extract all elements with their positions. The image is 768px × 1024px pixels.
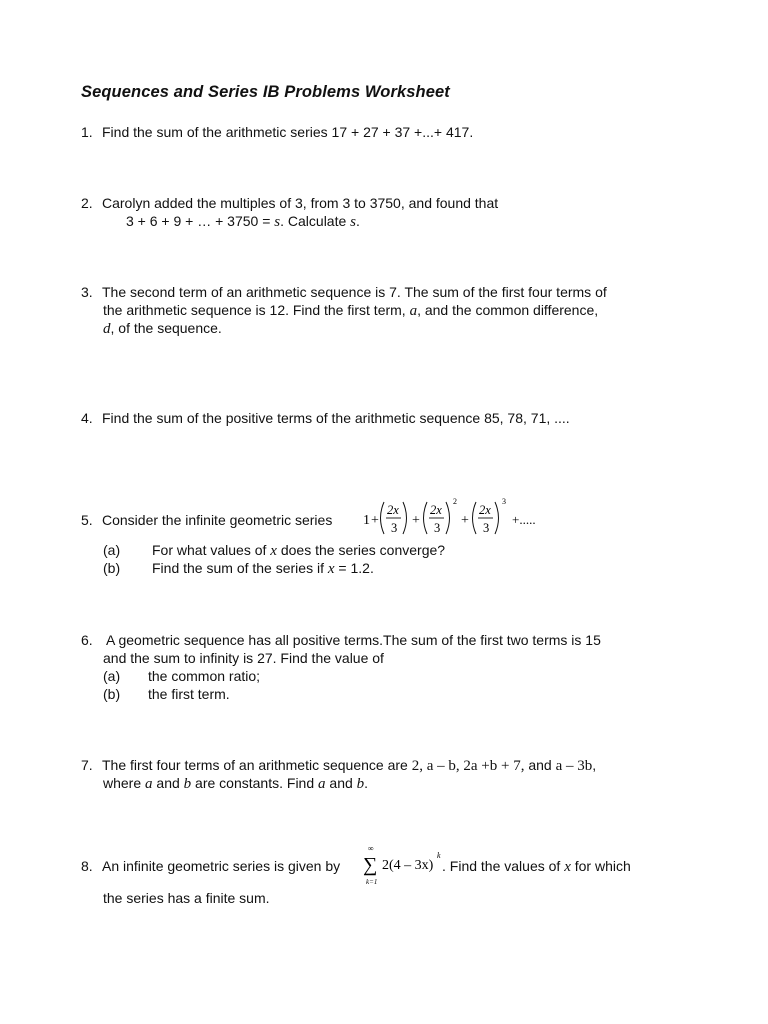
fraction-denominator: 3 <box>483 521 490 535</box>
fraction-numerator: 2x <box>479 503 491 517</box>
exponent: 3 <box>502 497 506 506</box>
fraction-numerator: 2x <box>387 503 399 517</box>
left-paren <box>381 502 385 534</box>
problem-text: The first four terms of an arithmetic sequence are 2, a – b, 2a +b + 7, and a – 3b, <box>102 757 597 774</box>
math-variable: x <box>564 859 571 875</box>
problem-text: Find the sum of the positive terms of the arithmetic sequence 85, 78, 71, .... <box>102 410 570 426</box>
problem-text: Consider the infinite geometric series <box>102 512 333 528</box>
math-variable: a <box>409 303 418 319</box>
problem-text-line-3: d, of the sequence. <box>103 320 222 337</box>
right-paren <box>446 502 450 534</box>
formula-plus: + <box>412 513 420 528</box>
problem-text-line-2: 3 + 6 + 9 + … + 3750 = s. Calculate s. <box>126 213 360 230</box>
right-paren <box>495 502 499 534</box>
part-b-label: (b) <box>103 560 121 576</box>
left-paren <box>424 502 428 534</box>
math-variable: b <box>183 776 192 792</box>
part-a-label: (a) <box>103 668 121 684</box>
summation-formula <box>362 843 444 889</box>
fraction-numerator: 2x <box>430 503 442 517</box>
sum-upper-limit: ∞ <box>368 844 374 853</box>
problem-text-line-2: where a and b are constants. Find a and b. <box>103 775 369 792</box>
part-a-text: For what values of x does the series converge? <box>152 542 446 559</box>
problem-number: 1. <box>81 124 93 140</box>
fraction-denominator: 3 <box>391 521 398 535</box>
math-variable: x <box>327 561 335 577</box>
part-b-text: the first term. <box>148 686 230 702</box>
math-variable: a <box>145 776 153 792</box>
problem-text-line-2: and the sum to infinity is 27. Find the value of <box>103 650 384 666</box>
worksheet-title: Sequences and Series IB Problems Worksheet <box>81 83 450 101</box>
part-a-label: (a) <box>103 542 121 558</box>
sum-lower-limit: k=1 <box>366 878 378 886</box>
math-variable: a <box>318 776 326 792</box>
math-terms: 2, a – b, 2a +b + 7, <box>411 758 525 774</box>
problem-text-line-2: the series has a finite sum. <box>103 890 270 906</box>
formula-ellipsis: +..... <box>512 512 536 527</box>
problem-text-continued: . Find the values of x for which <box>442 858 631 875</box>
formula-one: 1 <box>363 513 370 528</box>
problem-number: 8. <box>81 858 93 874</box>
math-variable: s <box>274 214 281 230</box>
sum-body: 2(4 – 3x) <box>382 858 434 873</box>
problem-number: 7. <box>81 757 93 773</box>
problem-number: 5. <box>81 512 93 528</box>
formula-plus: + <box>461 513 469 528</box>
geometric-series-formula <box>360 494 560 544</box>
problem-text: An infinite geometric series is given by <box>102 858 341 874</box>
problem-number: 2. <box>81 195 93 211</box>
problem-text: The second term of an arithmetic sequence is 7. The sum of the first four terms of <box>102 284 607 300</box>
problem-text: A geometric sequence has all positive terms.The sum of the first two terms is 15 <box>106 632 601 648</box>
part-b-label: (b) <box>103 686 121 702</box>
part-a-text: the common ratio; <box>148 668 261 684</box>
problem-number: 6. <box>81 632 93 648</box>
sigma-icon: ∑ <box>363 854 378 876</box>
sum-exponent: k <box>437 851 441 860</box>
math-variable: x <box>270 543 277 559</box>
problem-text: Find the sum of the arithmetic series 17 + 27 + 37 +...+ 417. <box>102 124 474 140</box>
math-term: a – 3b <box>555 758 593 774</box>
fraction-denominator: 3 <box>434 521 441 535</box>
problem-text-line-2: the arithmetic sequence is 12. Find the first term, a, and the common difference, <box>103 302 599 319</box>
math-variable: b <box>356 776 365 792</box>
problem-number: 4. <box>81 410 93 426</box>
right-paren <box>403 502 407 534</box>
formula-plus: + <box>371 513 379 528</box>
problem-number: 3. <box>81 284 93 300</box>
math-variable: d <box>103 321 111 337</box>
problem-text: Carolyn added the multiples of 3, from 3 to 3750, and found that <box>102 195 499 211</box>
exponent: 2 <box>453 497 457 506</box>
math-variable: s <box>350 214 357 230</box>
left-paren <box>473 502 477 534</box>
part-b-text: Find the sum of the series if x = 1.2. <box>152 560 374 577</box>
